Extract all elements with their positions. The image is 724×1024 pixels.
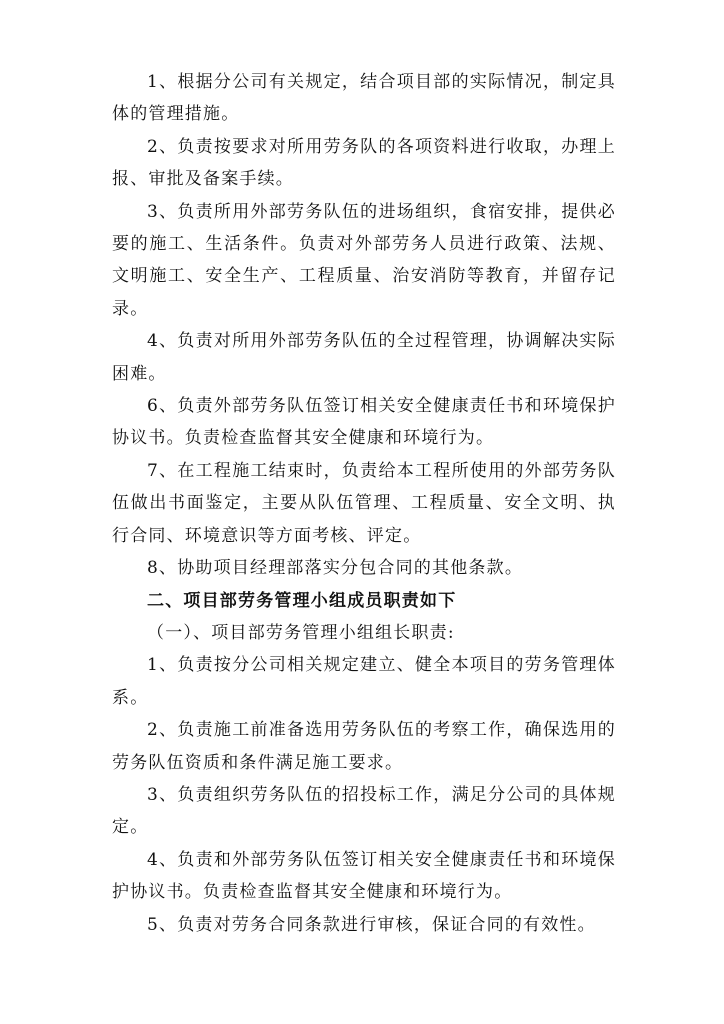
paragraph-item-7: 7、在工程施工结束时，负责给本工程所使用的外部劳务队伍做出书面鉴定，主要从队伍管理、工程质量、安全文明、执行合同、环境意识等方面考核、评定。: [112, 460, 616, 546]
leader-duty-item-1: 1、负责按分公司相关规定建立、健全本项目的劳务管理体系。: [112, 655, 616, 708]
leader-duty-item-4: 4、负责和外部劳务队伍签订相关安全健康责任书和环境保护协议书。负责检查监督其安全健康和环境行为。: [112, 849, 616, 903]
paragraph-item-8: 8、协助项目经理部落实分包合同的其他条款。: [147, 558, 524, 579]
leader-duty-item-5: 5、负责对劳务合同条款进行审核，保证合同的有效性。: [147, 914, 596, 935]
paragraph-item-4: 4、负责对所用外部劳务队伍的全过程管理，协调解决实际困难。: [112, 331, 616, 384]
paragraph-item-6: 6、负责外部劳务队伍签订相关安全健康责任书和环境保护协议书。负责检查监督其安全健康和环境行为。: [112, 396, 616, 449]
paragraph-item-3: 3、负责所用外部劳务队伍的进场组织，食宿安排，提供必要的施工、生活条件。负责对外部劳务人员进行政策、法规、文明施工、安全生产、工程质量、治安消防等教育，并留存记录。: [112, 201, 616, 319]
section-heading: 二、项目部劳务管理小组成员职责如下: [147, 590, 457, 611]
paragraph-item-2: 2、负责按要求对所用劳务队的各项资料进行收取，办理上报、审批及备案手续。: [112, 136, 616, 190]
leader-duty-item-3: 3、负责组织劳务队伍的招投标工作，满足分公司的具体规定。: [112, 784, 616, 838]
subsection-heading: （一）、项目部劳务管理小组组长职责:: [147, 622, 455, 643]
leader-duty-item-2: 2、负责施工前准备选用劳务队伍的考察工作，确保选用的劳务队伍资质和条件满足施工要求。: [112, 720, 616, 773]
paragraph-item-1: 1、根据分公司有关规定，结合项目部的实际情况，制定具体的管理措施。: [112, 72, 616, 125]
